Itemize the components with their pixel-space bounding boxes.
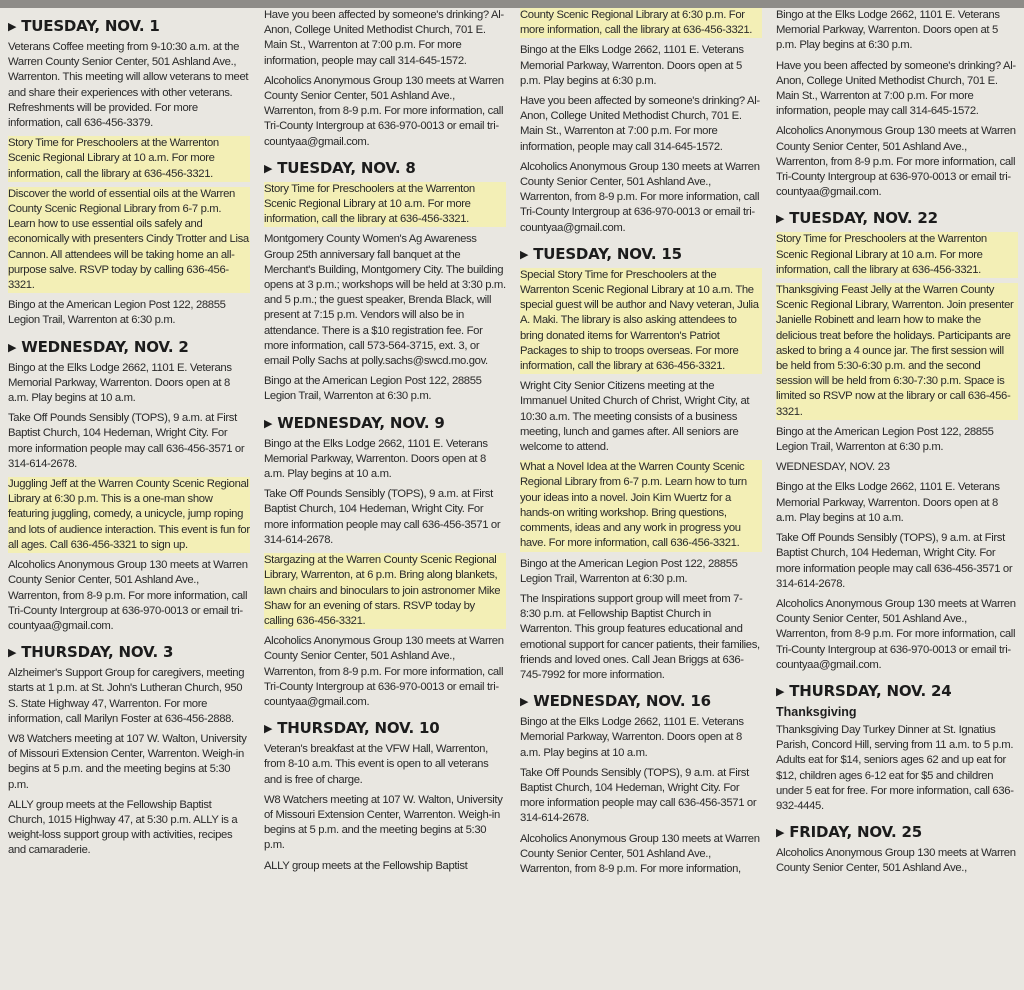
event-listing: Bingo at the Elks Lodge 2662, 1101 E. Veterans Memorial Parkway, Warrenton. Doors open at 8 a.m. Play begins at 10 a.m. xyxy=(264,437,488,481)
event-listing: The Inspirations support group will meet from 7-8:30 p.m. at Fellowship Baptist Church in Warrenton. This group features educational and emotional support for cancer patients, their families, friends and loved ones. Call Jean Briggs at 636-745-7992 for more information. xyxy=(520,592,760,681)
date-heading-text: THURSDAY, NOV. 3 xyxy=(21,643,174,662)
triangle-bullet-icon: ▶ xyxy=(520,695,529,709)
triangle-bullet-icon: ▶ xyxy=(264,722,273,736)
event-listing: ALLY group meets at the Fellowship Baptist xyxy=(264,859,468,872)
highlighted-event-listing: Story Time for Preschoolers at the Warrenton Scenic Regional Library at 10 a.m. For more information, call the library at 636-456-3321. xyxy=(8,136,250,182)
highlighted-event-listing: Stargazing at the Warren County Scenic Regional Library, Warrenton, at 6 p.m. Bring along blankets, lawn chairs and binoculars to join astronomer Mike Shaw for an evening of stars. RSVP today by calling 636-456-3321. xyxy=(264,553,506,629)
event-listing: Bingo at the American Legion Post 122, 28855 Legion Trail, Warrenton at 6:30 p.m. xyxy=(776,425,994,454)
highlighted-event-listing: What a Novel Idea at the Warren County Scenic Regional Library from 6-7 p.m. Learn how to turn your ideas into a novel. Join Kim Wuertz for a hands-on writing workshop. Bring questions, comments, ideas and any work in progress you have. For more information, call 636-456-3321. xyxy=(520,460,762,551)
event-listing: Take Off Pounds Sensibly (TOPS), 9 a.m. at First Baptist Church, 104 Hedeman, Wright City. For more information people may call 636-456-3571 or 314-614-2678. xyxy=(264,488,501,546)
date-heading xyxy=(776,823,1018,841)
event-listing: Have you been affected by someone's drinking? Al-Anon, College United Methodist Church, 701 E. Main St., Warrenton at 7:00 p.m. For more information, people may call 314-645-1572. xyxy=(776,59,1016,118)
date-label: WEDNESDAY, NOV. 23 xyxy=(776,461,890,474)
event-listing: W8 Watchers meeting at 107 W. Walton, University of Missouri Extension Center, Warrenton. Weigh-in begins at 5 p.m. and the meeting begins at 5:30 p.m. xyxy=(264,793,503,852)
event-listing: Veteran's breakfast at the VFW Hall, Warrenton, from 8-10 a.m. This event is open to all veterans and is free of charge. xyxy=(264,743,489,786)
date-heading-text: TUESDAY, NOV. 1 xyxy=(21,17,160,35)
highlighted-event-listing: Juggling Jeff at the Warren County Scenic Regional Library at 6:30 p.m. This is a one-man show featuring juggling, comedy, a unicycle, jump roping and lots of audience interaction. This event is fun for all ages. Call 636-456-3321 to sign up. xyxy=(8,477,250,553)
date-heading-text: WEDNESDAY, NOV. 9 xyxy=(277,413,445,432)
event-listing: Bingo at the American Legion Post 122, 28855 Legion Trail, Warrenton at 6:30 p.m. xyxy=(264,375,482,403)
event-listing: Alcoholics Anonymous Group 130 meets at Warren County Senior Center, 501 Ashland Ave., Warrenton, from 8-9 p.m. For more information, call Tri-County Intergroup at 636-970-0013 or email tri-countyaa@gmail.com. xyxy=(776,597,1016,671)
event-listing: Alcoholics Anonymous Group 130 meets at Warren County Senior Center, 501 Ashland Ave., Warrenton, from 8-9 p.m. For more information, call Tri-County Intergroup at 636-970-0013 or email tri-countyaa@gmail.com. xyxy=(264,74,504,148)
column-1 xyxy=(8,8,250,990)
column-4 xyxy=(776,8,1018,990)
date-heading xyxy=(264,719,506,737)
triangle-bullet-icon: ▶ xyxy=(520,247,529,261)
event-listing: Take Off Pounds Sensibly (TOPS), 9 a.m. at First Baptist Church, 104 Hedeman, Wright City. For more information people may call 636-456-3571 or 314-614-2678. xyxy=(8,412,245,470)
column-2 xyxy=(264,8,506,990)
date-heading-text: TUESDAY, NOV. 22 xyxy=(789,209,938,228)
date-heading-text: THURSDAY, NOV. 24 xyxy=(789,681,952,700)
triangle-bullet-icon: ▶ xyxy=(776,826,785,840)
date-heading-text: WEDNESDAY, NOV. 16 xyxy=(533,692,711,711)
calendar-columns xyxy=(8,8,1018,990)
highlighted-event-listing: Discover the world of essential oils at the Warren County Scenic Regional Library from 6-7 p.m. Learn how to use essential oils safely and economically with presenters Cindy Trotter and Lisa Cannon. All attendees will be taking home an all-purpose salve. RSVP today by calling 636-456-3321. xyxy=(8,187,250,293)
event-listing: Alcoholics Anonymous Group 130 meets at Warren County Senior Center, 501 Ashland Ave., Warrenton, from 8-9 p.m. For more information, call Tri-County Intergroup at 636-970-0013 or email tri-countyaa@gmail.com. xyxy=(264,635,504,708)
event-listing: Thanksgiving Day Turkey Dinner at St. Ignatius Parish, Concord Hill, serving from 11 a.m. to 5 p.m. Adults eat for $14, seniors ages 62 and up eat for $12, children ages 6-12 eat for $5 and children under 5 eat for free. For more information, call 636-932-4445. xyxy=(776,723,1014,812)
highlighted-event-listing: Story Time for Preschoolers at the Warrenton Scenic Regional Library at 10 a.m. For more information, call the library at 636-456-3321. xyxy=(776,232,1018,278)
event-listing: Veterans Coffee meeting from 9-10:30 a.m. at the Warren County Senior Center, 501 Ashland Ave., Warrenton. This meeting will allow veterans to meet and share their experiences with other veterans. Refreshments will be provided. For more information, call 636-456-3379. xyxy=(8,41,249,130)
event-listing: ALLY group meets at the Fellowship Baptist Church, 1015 Highway 47, at 5:30 p.m. ALLY is a weight-loss support group with activities, recipes and camaraderie. xyxy=(8,798,238,857)
highlighted-event-listing: Special Story Time for Preschoolers at the Warrenton Scenic Regional Library at 10 a.m. The special guest will be author and Navy veteran, Julia A. Maki. The library is also asking attendees to bring donated items for Warrenton's Patriot Packages to ship to troops overseas. For more information, call the library at 636-456-3321. xyxy=(520,268,762,374)
triangle-bullet-icon: ▶ xyxy=(264,416,273,430)
highlighted-event-listing: Thanksgiving Feast Jelly at the Warren County Scenic Regional Library, Warrenton. Join presenter Janielle Robinett and learn how to make the delicious treat before the holidays. Participants are asked to bring a 4 ounce jar. The first session will be held from 5:30-6:30 p.m. and the second session will be held from 6:30-7:30 p.m. Space is limited so RSVP now at the library or call 636-456-3321. xyxy=(776,283,1018,420)
date-heading xyxy=(520,245,762,263)
event-listing: Bingo at the Elks Lodge 2662, 1101 E. Veterans Memorial Parkway, Warrenton. Doors open at 5 p.m. Play begins at 6:30 p.m. xyxy=(776,9,1000,52)
date-heading xyxy=(520,692,762,710)
event-listing: Bingo at the Elks Lodge 2662, 1101 E. Veterans Memorial Parkway, Warrenton. Doors open at 8 a.m. Play begins at 10 a.m. xyxy=(8,361,232,405)
date-heading-text: TUESDAY, NOV. 15 xyxy=(533,244,682,263)
triangle-bullet-icon: ▶ xyxy=(776,684,785,698)
event-listing: W8 Watchers meeting at 107 W. Walton, University of Missouri Extension Center, Warrenton. Weigh-in begins at 5 p.m. and the meeting begins at 5:30 p.m. xyxy=(8,732,247,791)
date-heading xyxy=(776,682,1018,700)
date-heading xyxy=(776,209,1018,227)
event-listing: Take Off Pounds Sensibly (TOPS), 9 a.m. at First Baptist Church, 104 Hedeman, Wright City. For more information people may call 636-456-3571 or 314-614-2678. xyxy=(520,766,757,825)
triangle-bullet-icon: ▶ xyxy=(264,161,273,175)
event-listing: Alcoholics Anonymous Group 130 meets at Warren County Senior Center, 501 Ashland Ave., Warrenton, from 8-9 p.m. For more information, call Tri-County Intergroup at 636-970-0013 or email tri-countyaa@gmail.com. xyxy=(8,559,248,632)
date-heading-text: THURSDAY, NOV. 10 xyxy=(277,719,440,738)
event-listing: Alcoholics Anonymous Group 130 meets at Warren County Senior Center, 501 Ashland Ave., Warrenton, from 8-9 p.m. For more information, xyxy=(520,832,760,875)
event-listing: Alcoholics Anonymous Group 130 meets at Warren County Senior Center, 501 Ashland Ave., Warrenton, from 8-9 p.m. For more information, call Tri-County Intergroup at 636-970-0013 or email tri-countyaa@gmail.com. xyxy=(776,125,1016,199)
event-listing: Take Off Pounds Sensibly (TOPS), 9 a.m. at First Baptist Church, 104 Hedeman, Wright City. For more information people may call 636-456-3571 or 314-614-2678. xyxy=(776,532,1013,590)
column-3 xyxy=(520,8,762,990)
page-top-edge xyxy=(0,0,1024,8)
triangle-bullet-icon: ▶ xyxy=(8,20,17,33)
date-heading-text: FRIDAY, NOV. 25 xyxy=(789,823,922,842)
event-listing: Bingo at the American Legion Post 122, 28855 Legion Trail, Warrenton at 6:30 p.m. xyxy=(520,557,738,585)
event-listing: Bingo at the Elks Lodge 2662, 1101 E. Veterans Memorial Parkway, Warrenton. Doors open at 5 p.m. Play begins at 6:30 p.m. xyxy=(520,44,744,87)
event-listing: Alcoholics Anonymous Group 130 meets at Warren County Senior Center, 501 Ashland Ave., Warrenton, from 8-9 p.m. For more information, call Tri-County Intergroup at 636-970-0013 or email tri-countyaa@gmail.com. xyxy=(520,160,760,234)
event-listing: Wright City Senior Citizens meeting at the Immanuel United Church of Christ, Wright City, at 10:30 a.m. The meeting consists of a business meeting, lunch and games after. All seniors are welcome to attend. xyxy=(520,380,750,454)
event-listing: Bingo at the American Legion Post 122, 28855 Legion Trail, Warrenton at 6:30 p.m. xyxy=(8,299,226,327)
date-heading-text: TUESDAY, NOV. 8 xyxy=(277,158,416,177)
event-listing: Have you been affected by someone's drinking? Al-Anon, College United Methodist Church, 701 E. Main St., Warrenton at 7:00 p.m. For more information, people may call 314-645-1572. xyxy=(264,9,504,67)
highlighted-event-listing: County Scenic Regional Library at 6:30 p.m. For more information, call the library at 636-456-3321. xyxy=(520,8,762,38)
highlighted-event-listing: Story Time for Preschoolers at the Warrenton Scenic Regional Library at 10 a.m. For more information, call the library at 636-456-3321. xyxy=(264,182,506,228)
event-listing: Bingo at the Elks Lodge 2662, 1101 E. Veterans Memorial Parkway, Warrenton. Doors open at 8 a.m. Play begins at 10 a.m. xyxy=(776,481,1000,524)
holiday-subheading: Thanksgiving xyxy=(776,704,857,719)
triangle-bullet-icon: ▶ xyxy=(8,340,17,354)
date-heading-text: WEDNESDAY, NOV. 2 xyxy=(21,337,189,356)
date-heading xyxy=(264,159,506,177)
event-listing: Have you been affected by someone's drinking? Al-Anon, College United Methodist Church, 701 E. Main St., Warrenton at 7:00 p.m. For more information, people may call 314-645-1572. xyxy=(520,95,760,153)
event-listing: Alcoholics Anonymous Group 130 meets at Warren County Senior Center, 501 Ashland Ave., xyxy=(776,847,1016,875)
date-heading xyxy=(264,414,506,432)
date-heading xyxy=(8,338,250,356)
event-listing: Alzheimer's Support Group for caregivers, meeting starts at 1 p.m. at St. John's Lutheran Church, 950 S. State Highway 47, Warrenton. For more information, call Marilyn Foster at 636-456-2888. xyxy=(8,667,245,725)
date-heading xyxy=(8,643,250,661)
date-heading xyxy=(8,17,250,35)
event-listing: Montgomery County Women's Ag Awareness Group 25th anniversary fall banquet at the Merchant's Building, Montgomery City. The building opens at 3 p.m.; workshops will be held at 3:30 p.m. and 5 p.m.; the guest speaker, Brenda Black, will present at 7:15 p.m. Vendors will also be in attendance. There is a $10 registration fee. For more information, call 573-564-3715, ext. 3, or email Polly Sachs at polly.sachs@swcd.mo.gov. xyxy=(264,233,506,368)
event-listing: Bingo at the Elks Lodge 2662, 1101 E. Veterans Memorial Parkway, Warrenton. Doors open at 8 a.m. Play begins at 10 a.m. xyxy=(520,716,744,759)
triangle-bullet-icon: ▶ xyxy=(776,212,785,226)
triangle-bullet-icon: ▶ xyxy=(8,646,17,660)
